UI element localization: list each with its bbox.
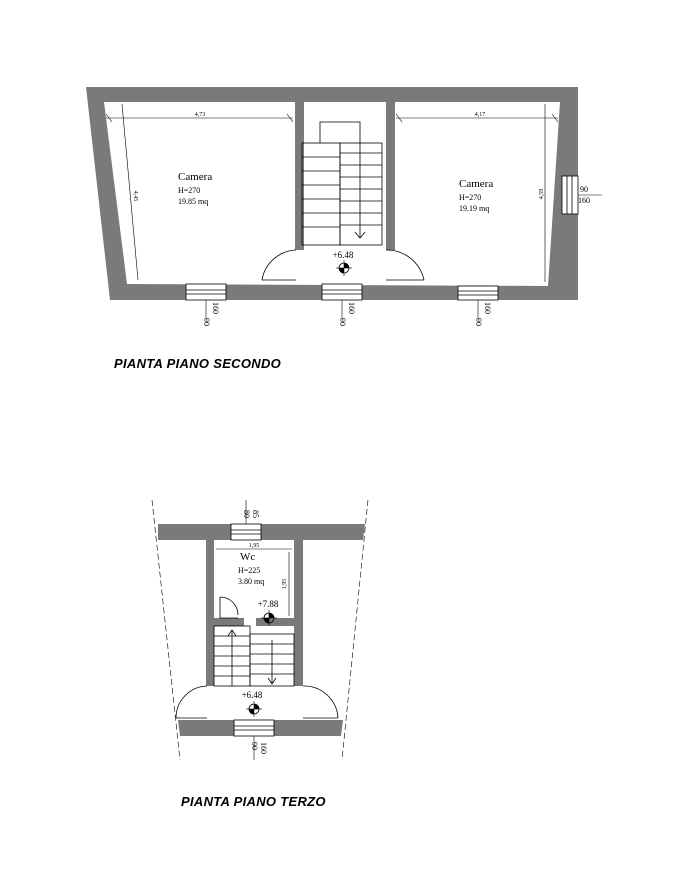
floor3-window-top-w: 80 [242,510,251,518]
floor3-window-bottom-h: 160 [259,742,268,754]
floor3-level-marker-lower [246,701,262,717]
floor3-window-bottom-w: 90 [250,742,259,750]
floor3-window-top [231,500,261,540]
floor3-room-height: H=225 [238,566,261,575]
floor3-dim-side: 1,95 [282,578,288,590]
floor2-window-callout-2 [338,300,356,326]
floor2-level-label: +6.48 [332,250,354,260]
svg-text:90: 90 [202,318,211,326]
floor2-left-room-area: 19.85 mq [178,197,209,206]
svg-text:90: 90 [338,318,347,326]
floor2-window-callout-right [578,185,602,205]
floor2-left-dim-top: 4,73 [194,112,206,118]
floor2-level-marker [336,260,352,276]
svg-text:160: 160 [347,302,356,314]
floor2-right-room-height: H=270 [459,193,482,202]
floor3-plan [152,500,368,760]
svg-text:160: 160 [483,302,492,314]
floor3-dim-top: 1,95 [248,543,260,549]
svg-text:90: 90 [580,185,588,194]
floor3-room-area: 3.80 mq [238,577,265,586]
floor2-partition-left [295,102,304,250]
floor3-level-upper-label: +7.88 [257,599,279,609]
floor2-partition-right [386,102,395,250]
floor2-window-callout-3 [474,300,492,326]
floor3-room-name: Wc [240,551,256,563]
svg-text:160: 160 [211,302,220,314]
floor3-wc-bottom-wall-left [214,618,244,626]
floor2-plan [86,87,602,326]
floor3-top-wall [158,524,365,540]
floor2-left-dim-side: 4,45 [132,190,138,202]
floor2-right-dim-top: 4,17 [474,112,486,118]
floor3-window-bottom [234,720,274,760]
floor2-right-dim-side: 4,59 [539,188,545,200]
floor3-wc-bottom-wall [256,618,294,626]
floor2-title: PIANTA PIANO SECONDO [114,356,282,371]
floor2-right-room-name: Camera [459,178,494,190]
svg-text:90: 90 [474,318,483,326]
floor2-staircase [302,122,382,245]
svg-text:160: 160 [578,196,590,205]
floor3-staircase [214,626,294,686]
floor3-wc-right-wall [294,540,303,686]
floor3-level-lower-label: +6.48 [241,690,263,700]
floor2-outer-walls [86,87,578,300]
floor3-title: PIANTA PIANO TERZO [181,794,326,809]
floor2-left-room-name: Camera [178,171,213,183]
floor3-wc-door [220,597,238,618]
floor3-window-top-h: 85 [251,510,260,518]
floor2-left-room-height: H=270 [178,186,201,195]
floor2-right-room-area: 19.19 mq [459,204,490,213]
floor2-window-callout-1 [202,300,220,326]
floor3-wc-left-wall [206,540,214,686]
